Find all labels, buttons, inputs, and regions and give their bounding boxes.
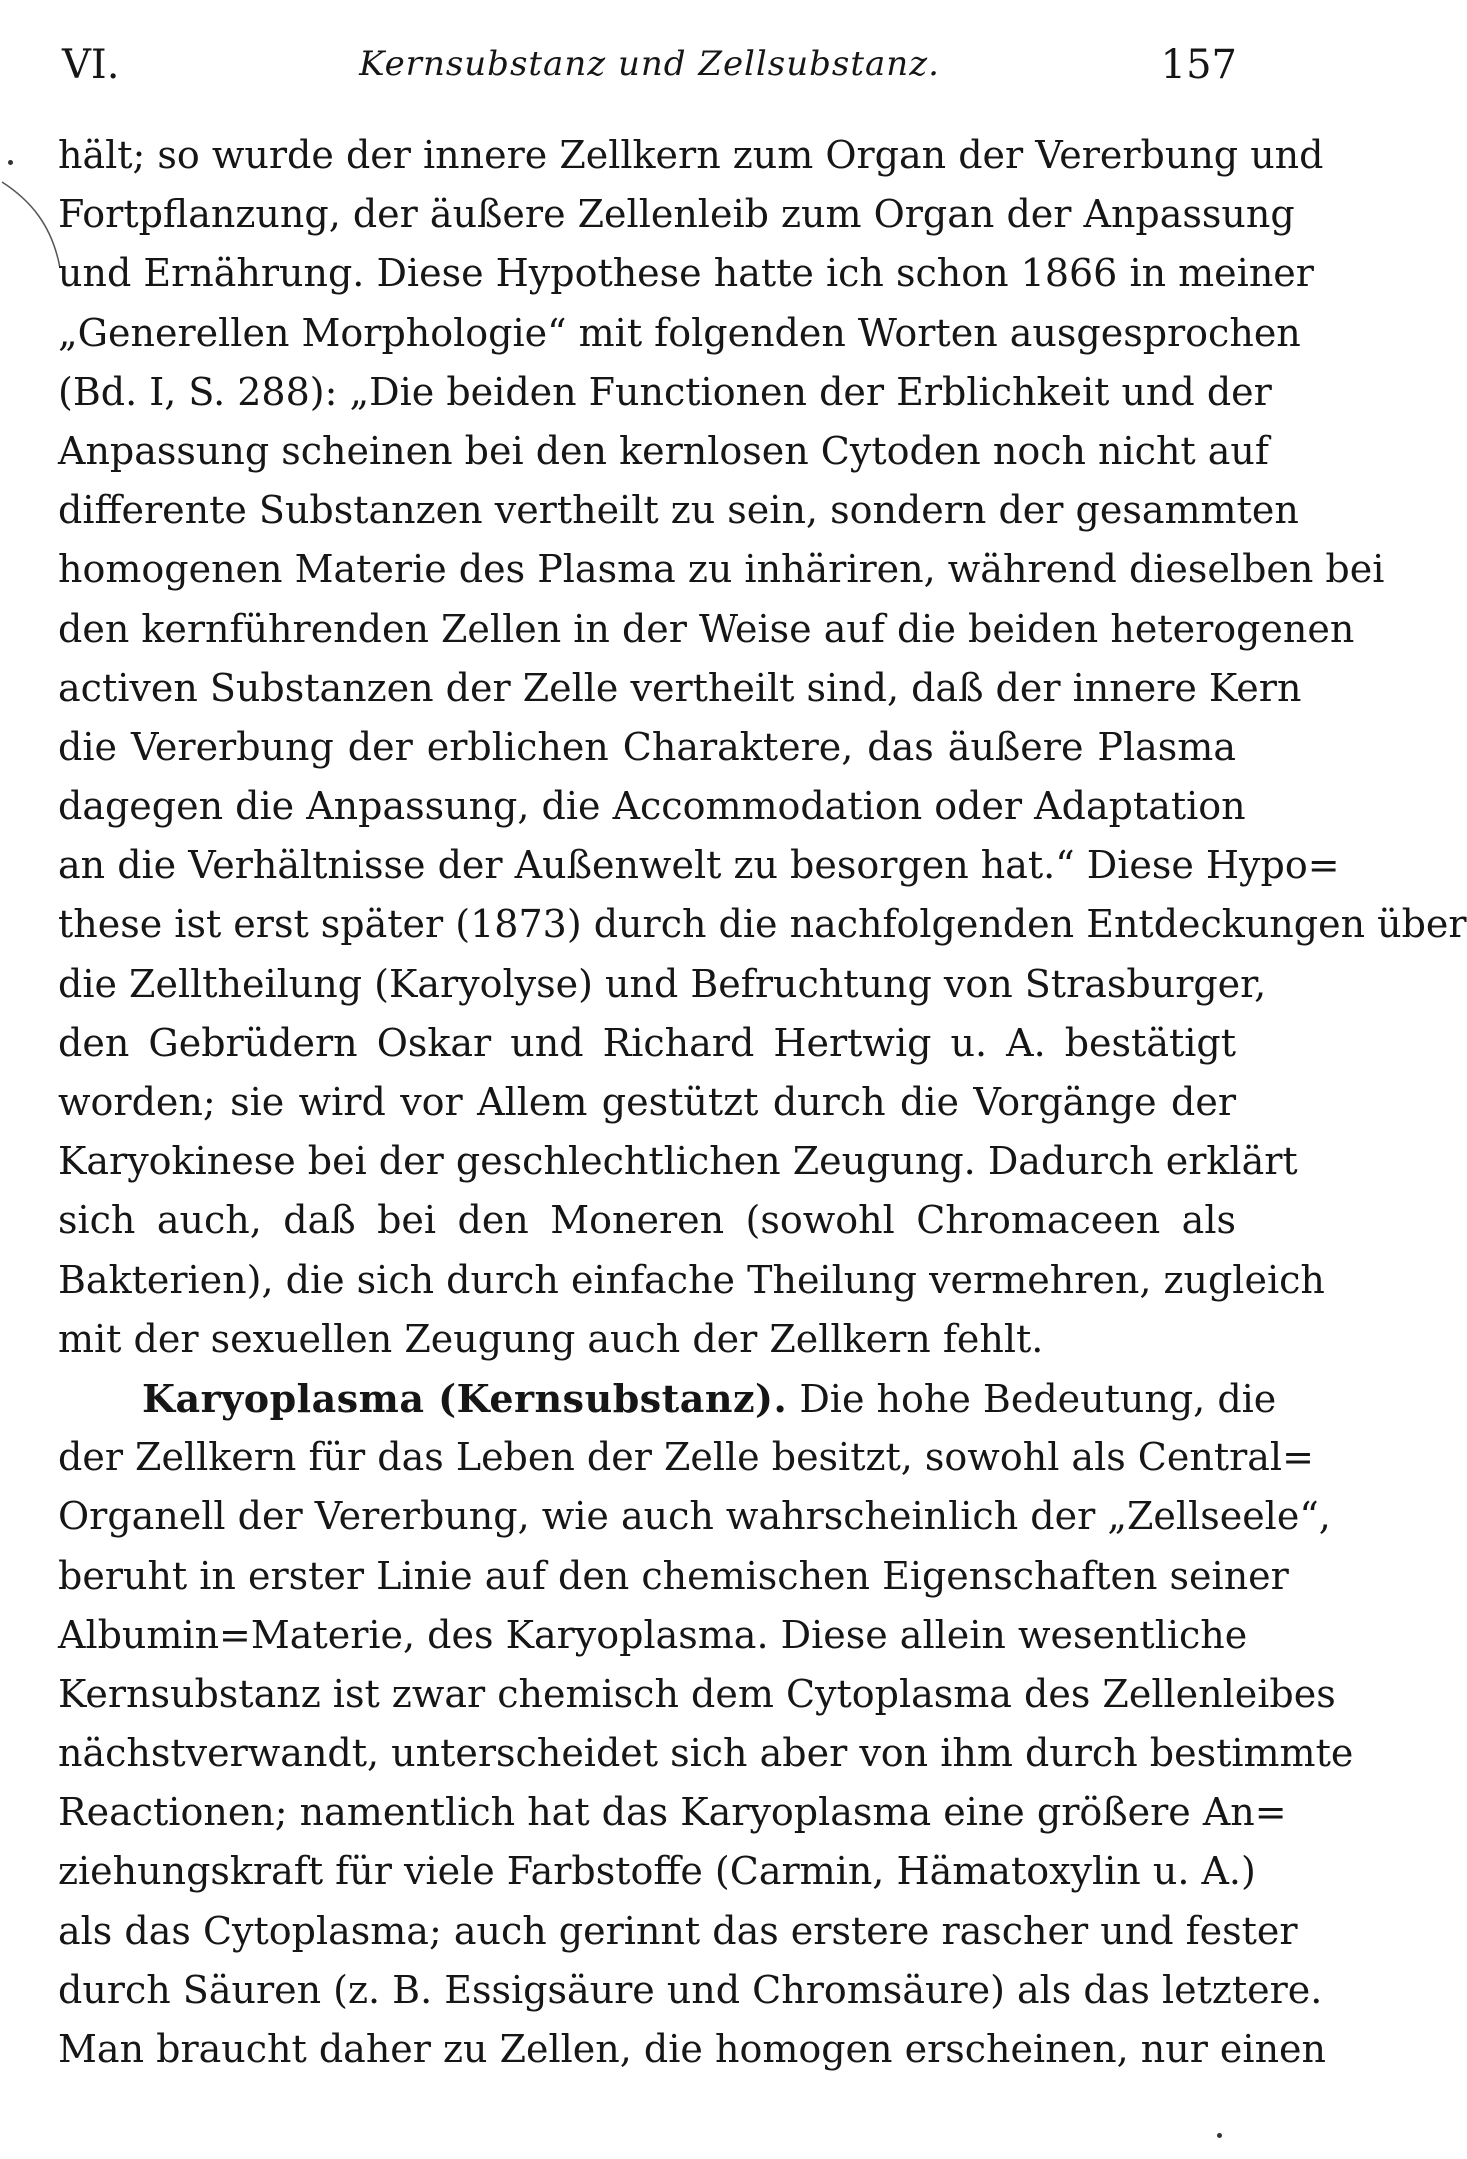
body-text bbox=[58, 126, 1467, 2079]
scan-dot bbox=[8, 160, 13, 165]
text-line: die Vererbung der erblichen Charaktere, das äußere Plasma bbox=[58, 724, 1236, 769]
text-line: den Gebrüdern Oskar und Richard Hertwig u. A. bestätigt bbox=[58, 1020, 1236, 1065]
text-line: Karyokinese bei der geschlechtlichen Zeugung. Dadurch erklärt bbox=[58, 1139, 1298, 1184]
text-line: an die Verhältnisse der Außenwelt zu besorgen hat.“ Diese Hypo= bbox=[58, 843, 1340, 888]
page-number: 157 bbox=[1160, 42, 1237, 88]
text-line: ziehungskraft für viele Farbstoffe (Carmin, Hämatoxylin u. A.) bbox=[58, 1849, 1256, 1894]
text-line: differente Substanzen vertheilt zu sein, sondern der gesammten bbox=[58, 488, 1299, 533]
text-run: Die hohe Bedeutung, die bbox=[799, 1376, 1277, 1421]
running-title: Kernsubstanz und Zellsubstanz. bbox=[359, 44, 940, 84]
section-heading: Karyoplasma (Kernsubstanz). bbox=[142, 1375, 788, 1421]
text-line: homogenen Materie des Plasma zu inhäriren, während dieselben bei bbox=[58, 547, 1385, 592]
text-line: den kernführenden Zellen in der Weise auf die beiden heterogenen bbox=[58, 606, 1355, 651]
running-header bbox=[62, 42, 1237, 98]
text-line: Organell der Vererbung, wie auch wahrscheinlich der „Zellseele“, bbox=[58, 1494, 1331, 1539]
text-line: sich auch, daß bei den Moneren (sowohl Chromaceen als bbox=[58, 1198, 1236, 1243]
text-line: activen Substanzen der Zelle vertheilt sind, daß der innere Kern bbox=[58, 665, 1302, 710]
paragraph-karyoplasma bbox=[58, 1369, 1354, 2079]
text-line: Man braucht daher zu Zellen, die homogen erscheinen, nur einen bbox=[58, 2027, 1327, 2071]
text-line: (Bd. I, S. 288): „Die beiden Functionen der Erblichkeit und der bbox=[58, 369, 1272, 414]
text-line: „Generellen Morphologie“ mit folgenden Worten ausgesprochen bbox=[58, 310, 1301, 355]
text-line: hält; so wurde der innere Zellkern zum Organ der Vererbung und bbox=[58, 133, 1324, 177]
paragraph-continuation bbox=[58, 126, 1467, 1369]
text-line: beruht in erster Linie auf den chemischen Eigenschaften seiner bbox=[58, 1553, 1289, 1598]
text-line: Kernsubstanz ist zwar chemisch dem Cytoplasma des Zellenleibes bbox=[58, 1671, 1336, 1716]
text-line: Albumin=Materie, des Karyoplasma. Diese allein wesentliche bbox=[58, 1612, 1248, 1657]
text-line: die Zelltheilung (Karyolyse) und Befruchtung von Strasburger, bbox=[58, 961, 1267, 1006]
text-line: als das Cytoplasma; auch gerinnt das erstere rascher und fester bbox=[58, 1908, 1298, 1953]
text-line: Reactionen; namentlich hat das Karyoplasma eine größere An= bbox=[58, 1790, 1287, 1835]
paragraph-first-line bbox=[58, 1369, 1277, 1428]
text-line: Bakterien), die sich durch einfache Theilung vermehren, zugleich bbox=[58, 1257, 1325, 1302]
text-line: Anpassung scheinen bei den kernlosen Cytoden noch nicht auf bbox=[58, 428, 1269, 473]
chapter-number: VI. bbox=[62, 42, 120, 88]
text-line: durch Säuren (z. B. Essigsäure und Chromsäure) als das letztere. bbox=[58, 1967, 1323, 2012]
text-line: these ist erst später (1873) durch die nachfolgenden Entdeckungen über bbox=[58, 902, 1467, 947]
text-line: nächstverwandt, unterscheidet sich aber von ihm durch bestimmte bbox=[58, 1731, 1354, 1776]
text-line: worden; sie wird vor Allem gestützt durch die Vorgänge der bbox=[58, 1080, 1236, 1124]
text-line: dagegen die Anpassung, die Accommodation oder Adaptation bbox=[58, 784, 1246, 829]
text-line: Fortpflanzung, der äußere Zellenleib zum Organ der Anpassung bbox=[58, 192, 1295, 237]
scan-dot bbox=[1217, 2133, 1222, 2138]
text-line: mit der sexuellen Zeugung auch der Zellkern fehlt. bbox=[58, 1316, 1044, 1361]
text-line: der Zellkern für das Leben der Zelle besitzt, sowohl als Central= bbox=[58, 1435, 1314, 1480]
text-line: und Ernährung. Diese Hypothese hatte ich schon 1866 in meiner bbox=[58, 251, 1314, 296]
